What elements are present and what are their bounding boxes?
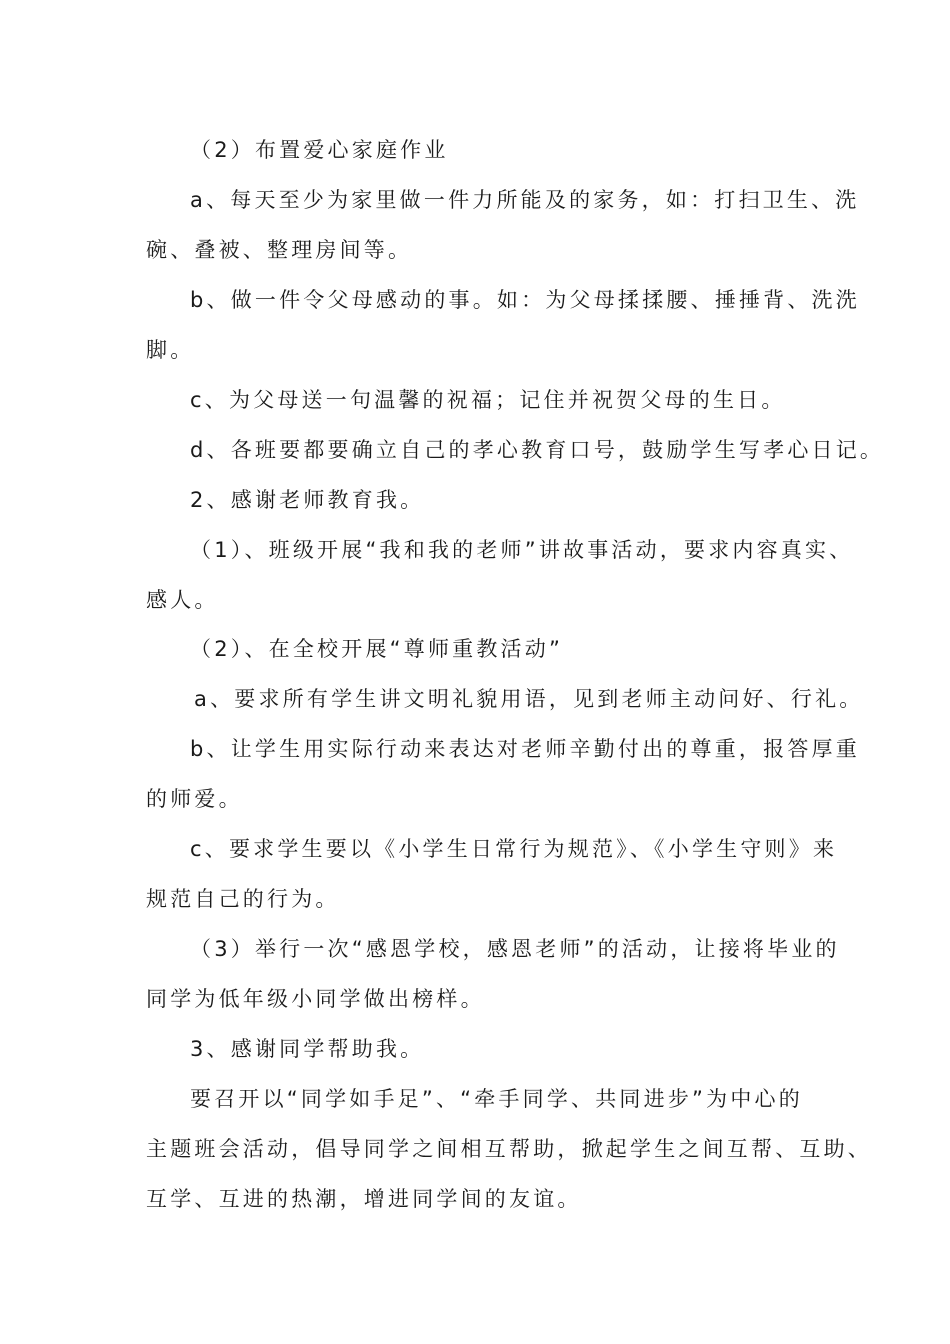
text-line: （1）、班级开展“我和我的老师”讲故事活动，要求内容真实、: [190, 538, 854, 562]
text-line: b、做一件令父母感动的事。如：为父母揉揉腰、捶捶背、洗洗: [190, 288, 860, 312]
text-line: 脚。: [146, 338, 195, 362]
text-line: a、每天至少为家里做一件力所能及的家务，如：打扫卫生、洗: [190, 188, 860, 212]
text-line: 感人。: [146, 588, 219, 612]
text-line: 的师爱。: [146, 787, 243, 811]
text-line: 互学、互进的热潮，增进同学间的友谊。: [146, 1187, 582, 1211]
text-line: c、要求学生要以《小学生日常行为规范》、《小学生守则》来: [190, 837, 838, 861]
text-line: （2）、在全校开展“尊师重教活动”: [190, 637, 564, 661]
text-line: 2、感谢老师教育我。: [190, 488, 425, 512]
text-line: 3、感谢同学帮助我。: [190, 1037, 425, 1061]
text-line: （3）举行一次“感恩学校，感恩老师”的活动，让接将毕业的: [190, 937, 840, 961]
text-line: a、要求所有学生讲文明礼貌用语，见到老师主动问好、行礼。: [194, 687, 864, 711]
text-line: 碗、叠被、整理房间等。: [146, 238, 413, 262]
text-line: b、让学生用实际行动来表达对老师辛勤付出的尊重，报答厚重: [190, 737, 860, 761]
text-line: 规范自己的行为。: [146, 887, 340, 911]
text-line: c、为父母送一句温馨的祝福；记住并祝贺父母的生日。: [190, 388, 786, 412]
text-line: 同学为低年级小同学做出榜样。: [146, 987, 485, 1011]
text-line: 主题班会活动，倡导同学之间相互帮助，掀起学生之间互帮、互助、: [146, 1137, 872, 1161]
text-line: 要召开以“同学如手足”、“牵手同学、共同进步”为中心的: [190, 1087, 803, 1111]
text-line: d、各班要都要确立自己的孝心教育口号，鼓励学生写孝心日记。: [190, 438, 885, 462]
text-line: （2）布置爱心家庭作业: [190, 138, 449, 162]
